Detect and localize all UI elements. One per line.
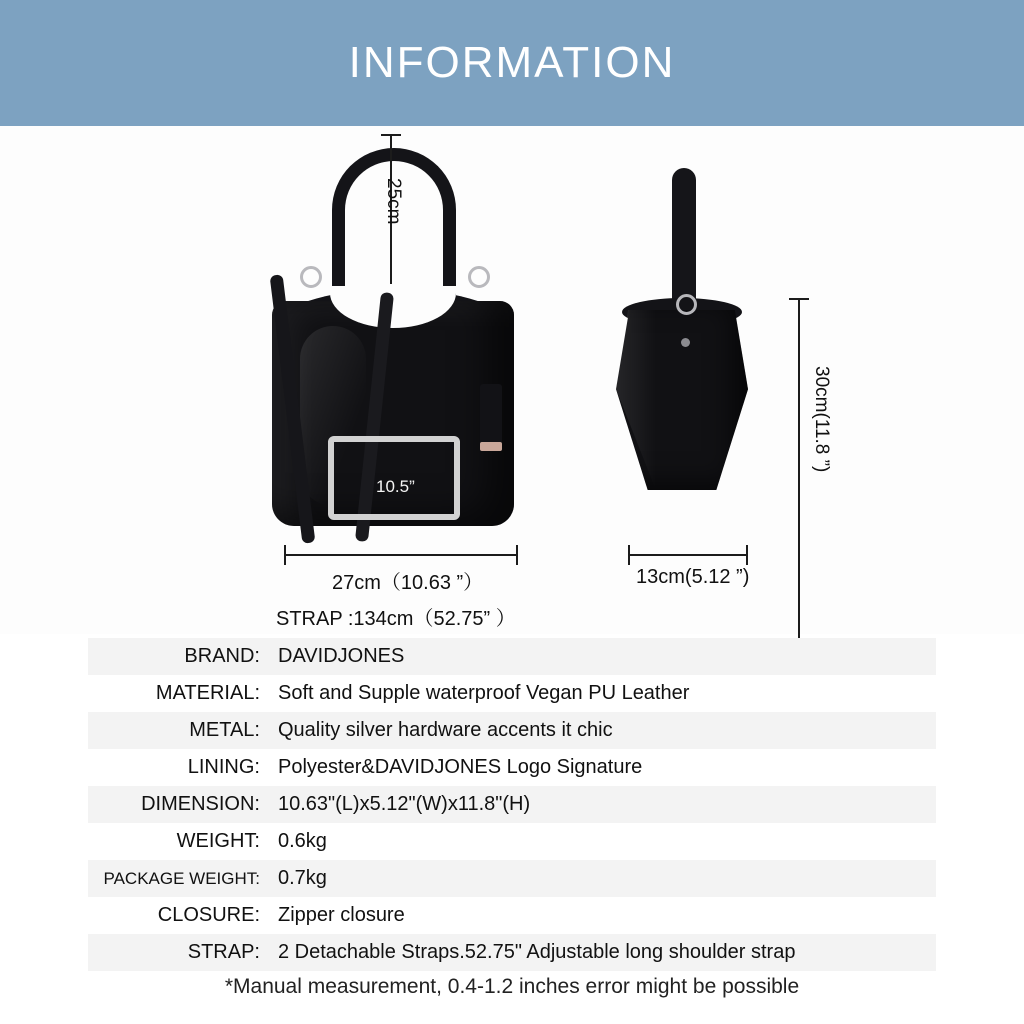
front-height-measure-cap-top (381, 134, 401, 136)
side-width-cap-right (746, 545, 748, 565)
strap-ring-right-icon (468, 266, 490, 288)
front-width-cap-right (516, 545, 518, 565)
specification-table (88, 638, 936, 971)
spec-key: PACKAGE WEIGHT: (103, 868, 260, 888)
front-width-label: 27cm（10.63 ”） (332, 572, 484, 594)
strap-length-label: STRAP :134cm（52.75” ） (276, 608, 516, 630)
spec-value: Quality silver hardware accents it chic (278, 719, 613, 741)
spec-value: Soft and Supple waterproof Vegan PU Leather (278, 682, 690, 704)
page-header (0, 0, 1024, 126)
front-height-label: 25cm (383, 178, 404, 225)
product-dimension-diagram (0, 126, 1024, 634)
spec-key: MATERIAL: (155, 682, 260, 704)
spec-value: Polyester&DAVIDJONES Logo Signature (278, 756, 643, 778)
side-height-measure-line (798, 298, 800, 660)
interior-size-label: 10.5” (376, 477, 415, 496)
spec-key: WEIGHT: (176, 830, 260, 852)
table-row (88, 749, 936, 786)
side-height-label: 30cm(11.8 ”) (811, 366, 832, 473)
side-width-label: 13cm(5.12 ”) (636, 566, 750, 588)
spec-value: DAVIDJONES (278, 645, 405, 667)
page-title: INFORMATION (348, 38, 676, 87)
table-row (88, 823, 936, 860)
front-width-cap-left (284, 545, 286, 565)
table-row (88, 934, 936, 971)
spec-value: 2 Detachable Straps.52.75" Adjustable long shoulder strap (278, 941, 796, 963)
measurement-footnote: *Manual measurement, 0.4-1.2 inches error might be possible (224, 975, 800, 998)
bag-top-handle (332, 148, 456, 308)
spec-key: STRAP: (187, 941, 260, 963)
spec-value: 0.6kg (278, 830, 327, 852)
spec-value: 10.63"(L)x5.12"(W)x11.8"(H) (278, 793, 531, 815)
front-width-measure-line (284, 554, 518, 556)
table-row (88, 675, 936, 712)
bag-side-highlight (616, 310, 656, 490)
side-width-cap-left (628, 545, 630, 565)
table-row (88, 897, 936, 934)
side-width-measure-line (628, 554, 748, 556)
spec-value: 0.7kg (278, 867, 327, 889)
table-row (88, 638, 936, 675)
bag-side-stud-icon (681, 338, 690, 347)
table-row (88, 860, 936, 897)
side-height-cap-top (789, 298, 809, 300)
spec-key: LINING: (187, 756, 260, 778)
bag-hang-tag (480, 384, 502, 446)
spec-key: CLOSURE: (157, 904, 260, 926)
spec-key: BRAND: (184, 645, 260, 667)
bag-side-handle (672, 168, 696, 308)
bag-side-ring-icon (676, 294, 697, 315)
spec-key: DIMENSION: (141, 793, 260, 815)
spec-key: METAL: (189, 719, 260, 741)
table-row (88, 786, 936, 823)
table-row (88, 712, 936, 749)
spec-value: Zipper closure (278, 904, 405, 926)
bag-hang-tag-metal (480, 442, 502, 451)
strap-ring-left-icon (300, 266, 322, 288)
